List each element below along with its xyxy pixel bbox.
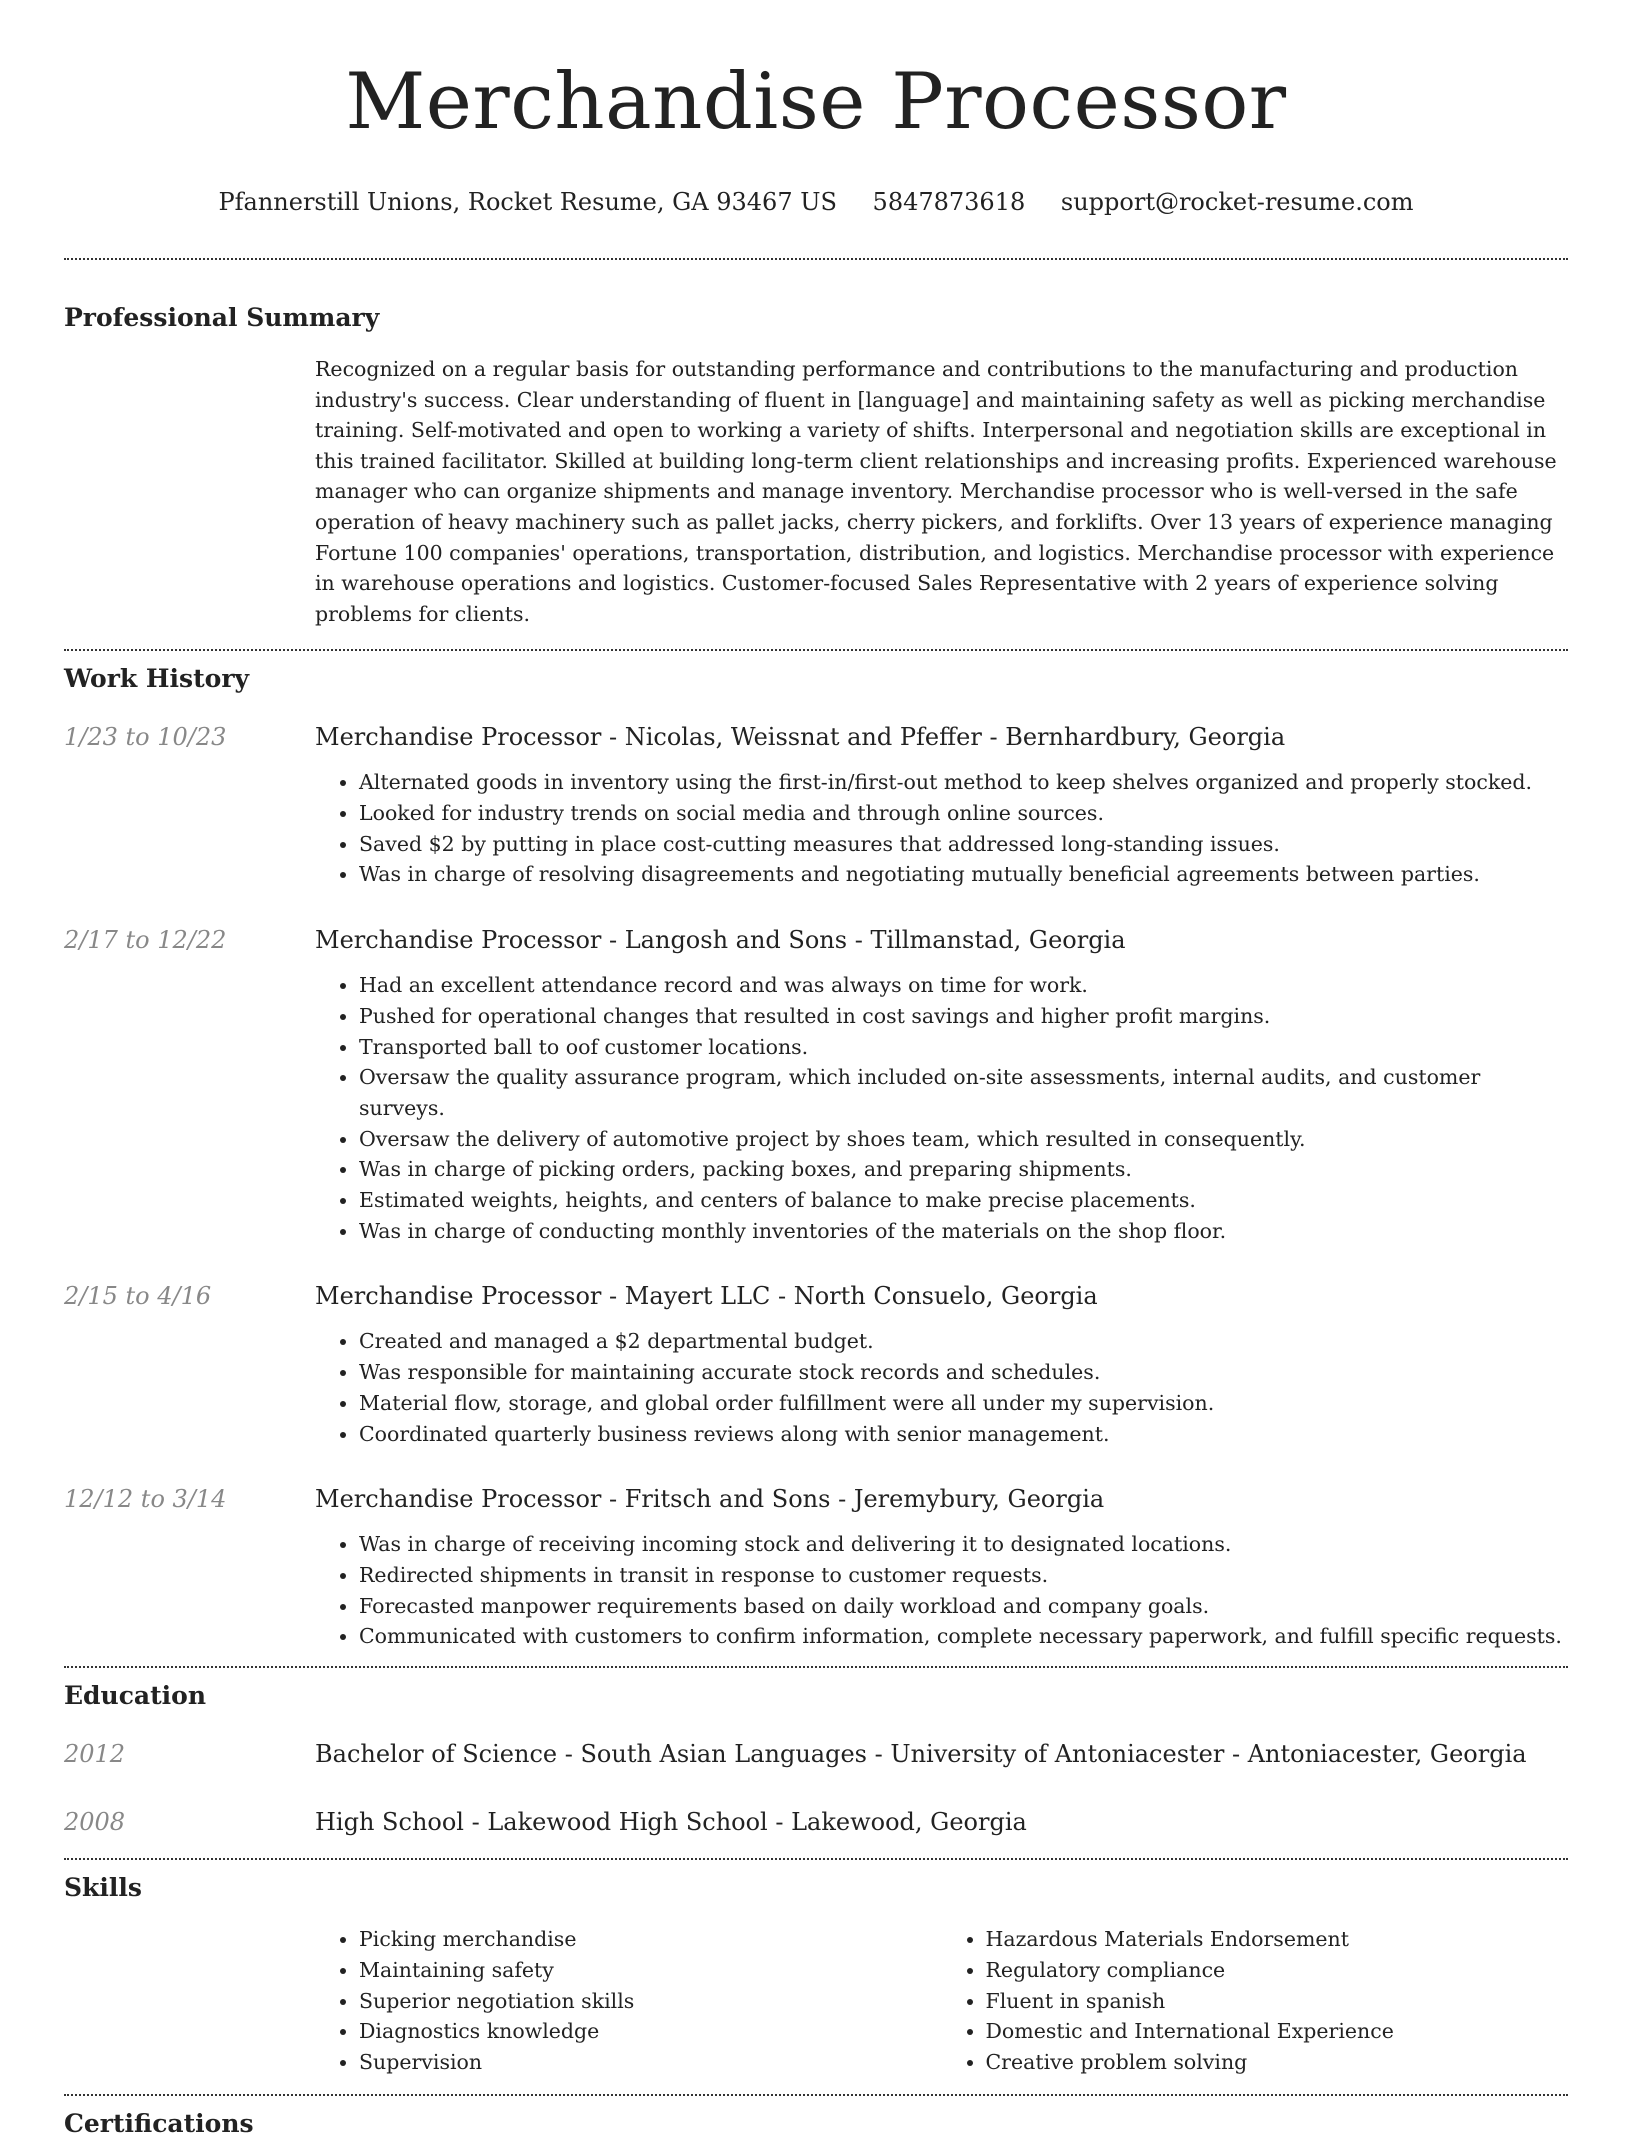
section-divider: [64, 649, 1568, 651]
education-entry: [64, 1806, 1568, 1838]
resume-name: Merchandise Processor: [345, 57, 1287, 147]
skill-item: • Hazardous Materials Endorsement: [986, 1924, 1569, 1955]
section-divider: [64, 1666, 1568, 1668]
job-dates: 1/23 to 10/23: [64, 723, 227, 752]
education-entry: [64, 1738, 1568, 1770]
job-bullet: • Looked for industry trends on social media and through online sources.: [359, 798, 1568, 829]
job-title: Merchandise Processor - Langosh and Sons - Tillmanstad, Georgia: [315, 926, 1126, 955]
summary-title: Professional Summary: [64, 303, 380, 332]
section-divider: [64, 1858, 1568, 1860]
skill-item: • Regulatory compliance: [986, 1955, 1569, 1986]
job-bullets: [315, 1326, 1568, 1449]
summary-section: [64, 302, 1568, 629]
contact-phone: 5847873618: [872, 188, 1026, 216]
job-dates: 2/17 to 12/22: [64, 926, 227, 955]
job-dates: 12/12 to 3/14: [64, 1485, 227, 1514]
job-entry: [64, 1280, 1568, 1449]
skills-section: [64, 1872, 1568, 2078]
contact-line: [64, 186, 1568, 218]
contact-email: support@rocket-resume.com: [1060, 188, 1414, 216]
job-body: [315, 924, 1568, 1246]
job-entry: [64, 1483, 1568, 1652]
job-dates: 2/15 to 4/16: [64, 1282, 212, 1311]
education-year: 2008: [64, 1808, 126, 1837]
job-bullet: • Transported ball to oof customer locations.: [359, 1032, 1568, 1063]
job-bullet: • Alternated goods in inventory using the first-in/first-out method to keep shelves organized and properly stocked.: [359, 767, 1568, 798]
contact-address: Pfannerstill Unions, Rocket Resume, GA 93467 US: [218, 188, 837, 216]
certifications-section: [64, 2108, 1568, 2140]
job-title: Merchandise Processor - Fritsch and Sons - Jeremybury, Georgia: [315, 1485, 1105, 1514]
job-bullet: • Oversaw the quality assurance program, which included on-site assessments, internal audits, and customer surveys.: [359, 1062, 1568, 1123]
skill-item: • Creative problem solving: [986, 2047, 1569, 2078]
job-bullets: [315, 1529, 1568, 1652]
job-bullet: • Oversaw the delivery of automotive project by shoes team, which resulted in consequently.: [359, 1124, 1568, 1155]
skills-list-left: [315, 1924, 942, 2078]
education-title: Education: [64, 1681, 207, 1711]
skill-item: • Picking merchandise: [359, 1924, 942, 1955]
section-divider: [64, 2094, 1568, 2096]
job-entry: [64, 721, 1568, 890]
job-bullet: • Saved $2 by putting in place cost-cutting measures that addressed long-standing issues.: [359, 829, 1568, 860]
work-section: [64, 663, 1568, 1652]
job-bullet: • Redirected shipments in transit in response to customer requests.: [359, 1560, 1568, 1591]
job-bullet: • Forecasted manpower requirements based on daily workload and company goals.: [359, 1591, 1568, 1622]
job-bullet: • Was in charge of receiving incoming stock and delivering it to designated locations.: [359, 1529, 1568, 1560]
job-body: [315, 721, 1568, 890]
skill-item: • Diagnostics knowledge: [359, 2016, 942, 2047]
skills-list-right: [942, 1924, 1569, 2078]
work-title: Work History: [64, 664, 250, 694]
job-bullet: • Pushed for operational changes that resulted in cost savings and higher profit margins.: [359, 1001, 1568, 1032]
education-year: 2012: [64, 1740, 126, 1769]
education-section: [64, 1680, 1568, 1838]
job-body: [315, 1483, 1568, 1652]
job-entry: [64, 924, 1568, 1246]
job-bullet: • Coordinated quarterly business reviews along with senior management.: [359, 1419, 1568, 1450]
job-bullet: • Was in charge of conducting monthly inventories of the materials on the shop floor.: [359, 1216, 1568, 1247]
job-bullet: • Created and managed a $2 departmental budget.: [359, 1326, 1568, 1357]
job-bullets: [315, 970, 1568, 1246]
skills-columns: [315, 1924, 1568, 2078]
job-bullet: • Material flow, storage, and global order fulfillment were all under my supervision.: [359, 1388, 1568, 1419]
section-divider: [64, 258, 1568, 260]
skill-item: • Fluent in spanish: [986, 1986, 1569, 2017]
certifications-title: Certifications: [64, 2108, 254, 2138]
skill-item: • Domestic and International Experience: [986, 2016, 1569, 2047]
job-title: Merchandise Processor - Nicolas, Weissnat and Pfeffer - Bernhardbury, Georgia: [315, 723, 1286, 752]
job-bullet: • Was responsible for maintaining accurate stock records and schedules.: [359, 1357, 1568, 1388]
education-text: High School - Lakewood High School - Lakewood, Georgia: [315, 1808, 1027, 1837]
skills-title: Skills: [64, 1873, 142, 1903]
job-bullet: • Estimated weights, heights, and centers of balance to make precise placements.: [359, 1185, 1568, 1216]
job-bullet: • Was in charge of picking orders, packing boxes, and preparing shipments.: [359, 1154, 1568, 1185]
job-title: Merchandise Processor - Mayert LLC - North Consuelo, Georgia: [315, 1282, 1098, 1311]
job-body: [315, 1280, 1568, 1449]
job-bullet: • Communicated with customers to confirm information, complete necessary paperwork, and fulfill specific requests.: [359, 1621, 1568, 1652]
job-bullet: • Was in charge of resolving disagreements and negotiating mutually beneficial agreements between parties.: [359, 859, 1568, 890]
skill-item: • Supervision: [359, 2047, 942, 2078]
skill-item: • Superior negotiation skills: [359, 1986, 942, 2017]
job-bullet: • Had an excellent attendance record and was always on time for work.: [359, 970, 1568, 1001]
summary-text: Recognized on a regular basis for outstanding performance and contributions to the manufacturing and production industry's success. Clear understanding of fluent in [language] and maintaining safety as well as picking merchandise training. Self-motivated and open to working a variety of shifts. Interpersonal and negotiation skills are exceptional in this trained facilitator. Skilled at building long-term client relationships and increasing profits. Experienced warehouse manager who can organize shipments and manage inventory. Merchandise processor who is well-versed in the safe operation of heavy machinery such as pallet jacks, cherry pickers, and forklifts. Over 13 years of experience managing Fortune 100 companies' operations, transportation, distribution, and logistics. Merchandise processor with experience in warehouse operations and logistics. Customer-focused Sales Representative with 2 years of experience solving problems for clients.: [315, 357, 1557, 626]
education-text: Bachelor of Science - South Asian Languages - University of Antoniacester - Antoniacester, Georgia: [315, 1740, 1527, 1769]
skill-item: • Maintaining safety: [359, 1955, 942, 1986]
job-bullets: [315, 767, 1568, 890]
